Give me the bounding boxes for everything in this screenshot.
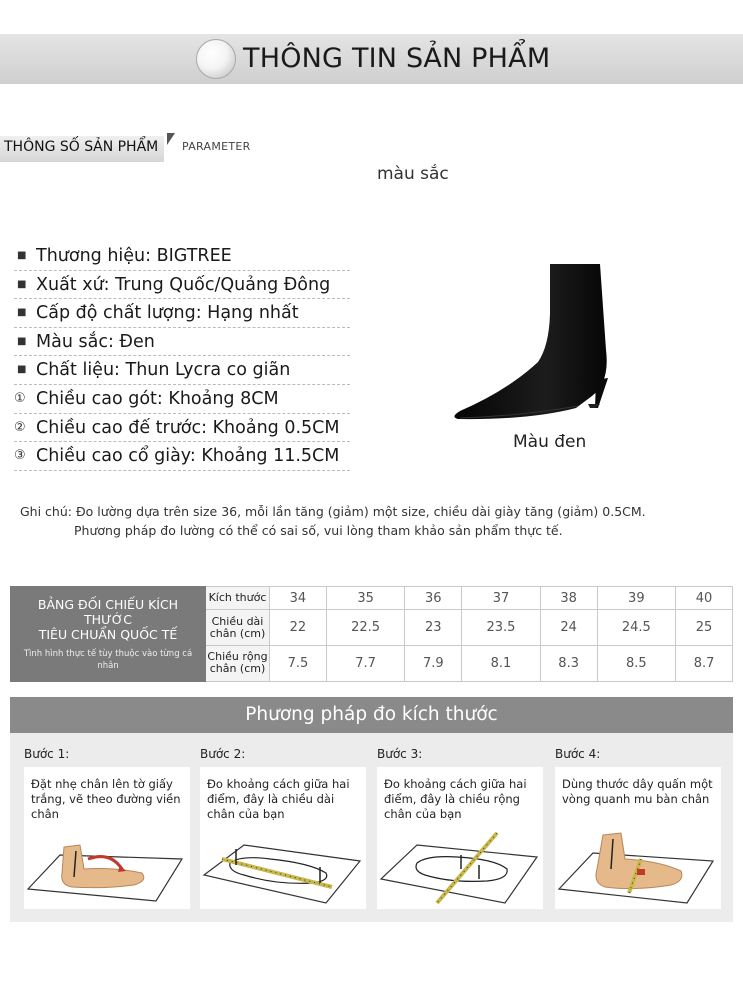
- table-cell: 8.1: [462, 645, 541, 681]
- table-cell: 36: [405, 587, 462, 610]
- spec-text: Cấp độ chất lượng: Hạng nhất: [36, 303, 299, 324]
- table-cell: 24.5: [597, 610, 676, 646]
- step-text: Đo khoảng cách giữa hai điểm, đây là chiều dài chân của bạn: [207, 777, 350, 821]
- step-2: [200, 747, 366, 909]
- table-cell: 23.5: [462, 610, 541, 646]
- spec-text: Thương hiệu: BIGTREE: [36, 246, 232, 266]
- table-cell: 38: [540, 587, 597, 610]
- spec-item-heel-height: [14, 385, 350, 414]
- foot-length-illustration: [200, 829, 366, 907]
- size-chart-legend: [11, 587, 206, 682]
- legend-title-line-2: TIÊU CHUẨN QUỐC TẾ: [38, 626, 178, 642]
- spec-text: Chất liệu: Thun Lycra co giãn: [36, 360, 291, 381]
- row-label-width: [206, 645, 270, 681]
- circle-icon: [196, 39, 236, 79]
- section-banner: [0, 34, 743, 84]
- spec-item-shaft-height: [14, 442, 350, 471]
- bullet-square-icon: ■: [17, 278, 27, 290]
- step-text: Đặt nhẹ chân lên tờ giấy trắng, vẽ theo đường viền chân: [31, 777, 181, 821]
- step-label: Bước 1:: [24, 747, 70, 761]
- bullet-square-icon: ■: [17, 364, 27, 376]
- foot-width-illustration: [377, 829, 543, 907]
- spec-item-sole-height: [14, 414, 350, 443]
- table-cell: 23: [405, 610, 462, 646]
- banner-title: THÔNG TIN SẢN PHẨM: [243, 43, 551, 74]
- table-cell: 25: [676, 610, 733, 646]
- row-label-line-2: chân (cm): [209, 626, 266, 640]
- step-label: Bước 3:: [377, 747, 423, 761]
- table-cell: 37: [462, 587, 541, 610]
- bullet-square-icon: ■: [17, 307, 27, 319]
- row-label-line-1: Chiều dài: [211, 614, 264, 628]
- table-cell: 8.5: [597, 645, 676, 681]
- spec-text: Chiều cao cổ giày: Khoảng 11.5CM: [36, 446, 340, 467]
- spec-text: Chiều cao gót: Khoảng 8CM: [36, 388, 279, 409]
- spec-text: Chiều cao đế trước: Khoảng 0.5CM: [36, 417, 340, 438]
- parameter-title: THÔNG SỐ SẢN PHẨM: [0, 136, 164, 162]
- spec-item-brand: [14, 242, 350, 271]
- spec-item-origin: [14, 271, 350, 300]
- step-3: [377, 747, 543, 909]
- circled-one-icon: ①: [14, 390, 26, 406]
- table-cell: 40: [676, 587, 733, 610]
- step-card: [24, 767, 190, 909]
- step-label: Bước 4:: [555, 747, 601, 761]
- spec-text: Màu sắc: Đen: [36, 331, 155, 352]
- product-caption: Màu đen: [513, 432, 587, 452]
- table-cell: 24: [540, 610, 597, 646]
- table-cell: 35: [326, 587, 405, 610]
- bullet-square-icon: ■: [17, 335, 27, 347]
- step-card: [200, 767, 366, 909]
- table-cell: 39: [597, 587, 676, 610]
- step-text: Dùng thước dây quấn một vòng quanh mu bàn chân: [562, 777, 713, 806]
- bullet-square-icon: ■: [17, 250, 27, 261]
- table-row: [11, 587, 733, 610]
- spec-item-material: [14, 356, 350, 385]
- size-chart-table: [10, 586, 733, 682]
- table-cell: 22: [270, 610, 327, 646]
- table-cell: 8.7: [676, 645, 733, 681]
- table-cell: 8.3: [540, 645, 597, 681]
- row-label-length: [206, 610, 270, 646]
- legend-subtitle: Tình hình thực tế tùy thuộc vào từng cá nhân: [23, 648, 193, 671]
- table-cell: 7.5: [270, 645, 327, 681]
- row-label-size: Kích thước: [206, 587, 270, 610]
- step-card: [555, 767, 721, 909]
- circled-three-icon: ③: [14, 448, 26, 464]
- color-heading: màu sắc: [377, 164, 449, 184]
- table-cell: 22.5: [326, 610, 405, 646]
- measurement-method-section: [10, 697, 733, 922]
- step-1: [24, 747, 190, 909]
- legend-title-line-1: BẢNG ĐỐI CHIẾU KÍCH THƯỚC: [37, 596, 179, 627]
- note-line-2: Phương pháp đo lường có thể có sai số, vui lòng tham khảo sản phẩm thực tế.: [74, 523, 563, 538]
- parameter-subtitle: PARAMETER: [182, 140, 251, 153]
- table-cell: 7.7: [326, 645, 405, 681]
- spec-item-quality: [14, 299, 350, 328]
- step-card: [377, 767, 543, 909]
- foot-outline-illustration: [24, 829, 190, 907]
- corner-triangle-icon: [167, 133, 175, 145]
- step-text: Đo khoảng cách giữa hai điểm, đây là chiều rộng chân của bạn: [384, 777, 527, 821]
- tape-around-foot-illustration: [555, 829, 721, 907]
- step-label: Bước 2:: [200, 747, 246, 761]
- note-line-1: Ghi chú: Đo lường dựa trên size 36, mỗi lần tăng (giảm) một size, chiều dài giày tăng (giảm) 0.5CM.: [20, 504, 646, 519]
- table-cell: 34: [270, 587, 327, 610]
- circled-two-icon: ②: [14, 419, 26, 435]
- spec-list: [14, 242, 350, 471]
- ankle-boot-image: [450, 258, 640, 428]
- measurement-note: [20, 502, 646, 540]
- spec-text: Xuất xứ: Trung Quốc/Quảng Đông: [36, 274, 331, 295]
- step-4: [555, 747, 721, 909]
- row-label-line-1: Chiều rộng: [207, 650, 268, 664]
- table-cell: 7.9: [405, 645, 462, 681]
- method-title: Phương pháp đo kích thước: [10, 697, 733, 733]
- spec-item-color: [14, 328, 350, 357]
- row-label-line-2: chân (cm): [209, 662, 266, 676]
